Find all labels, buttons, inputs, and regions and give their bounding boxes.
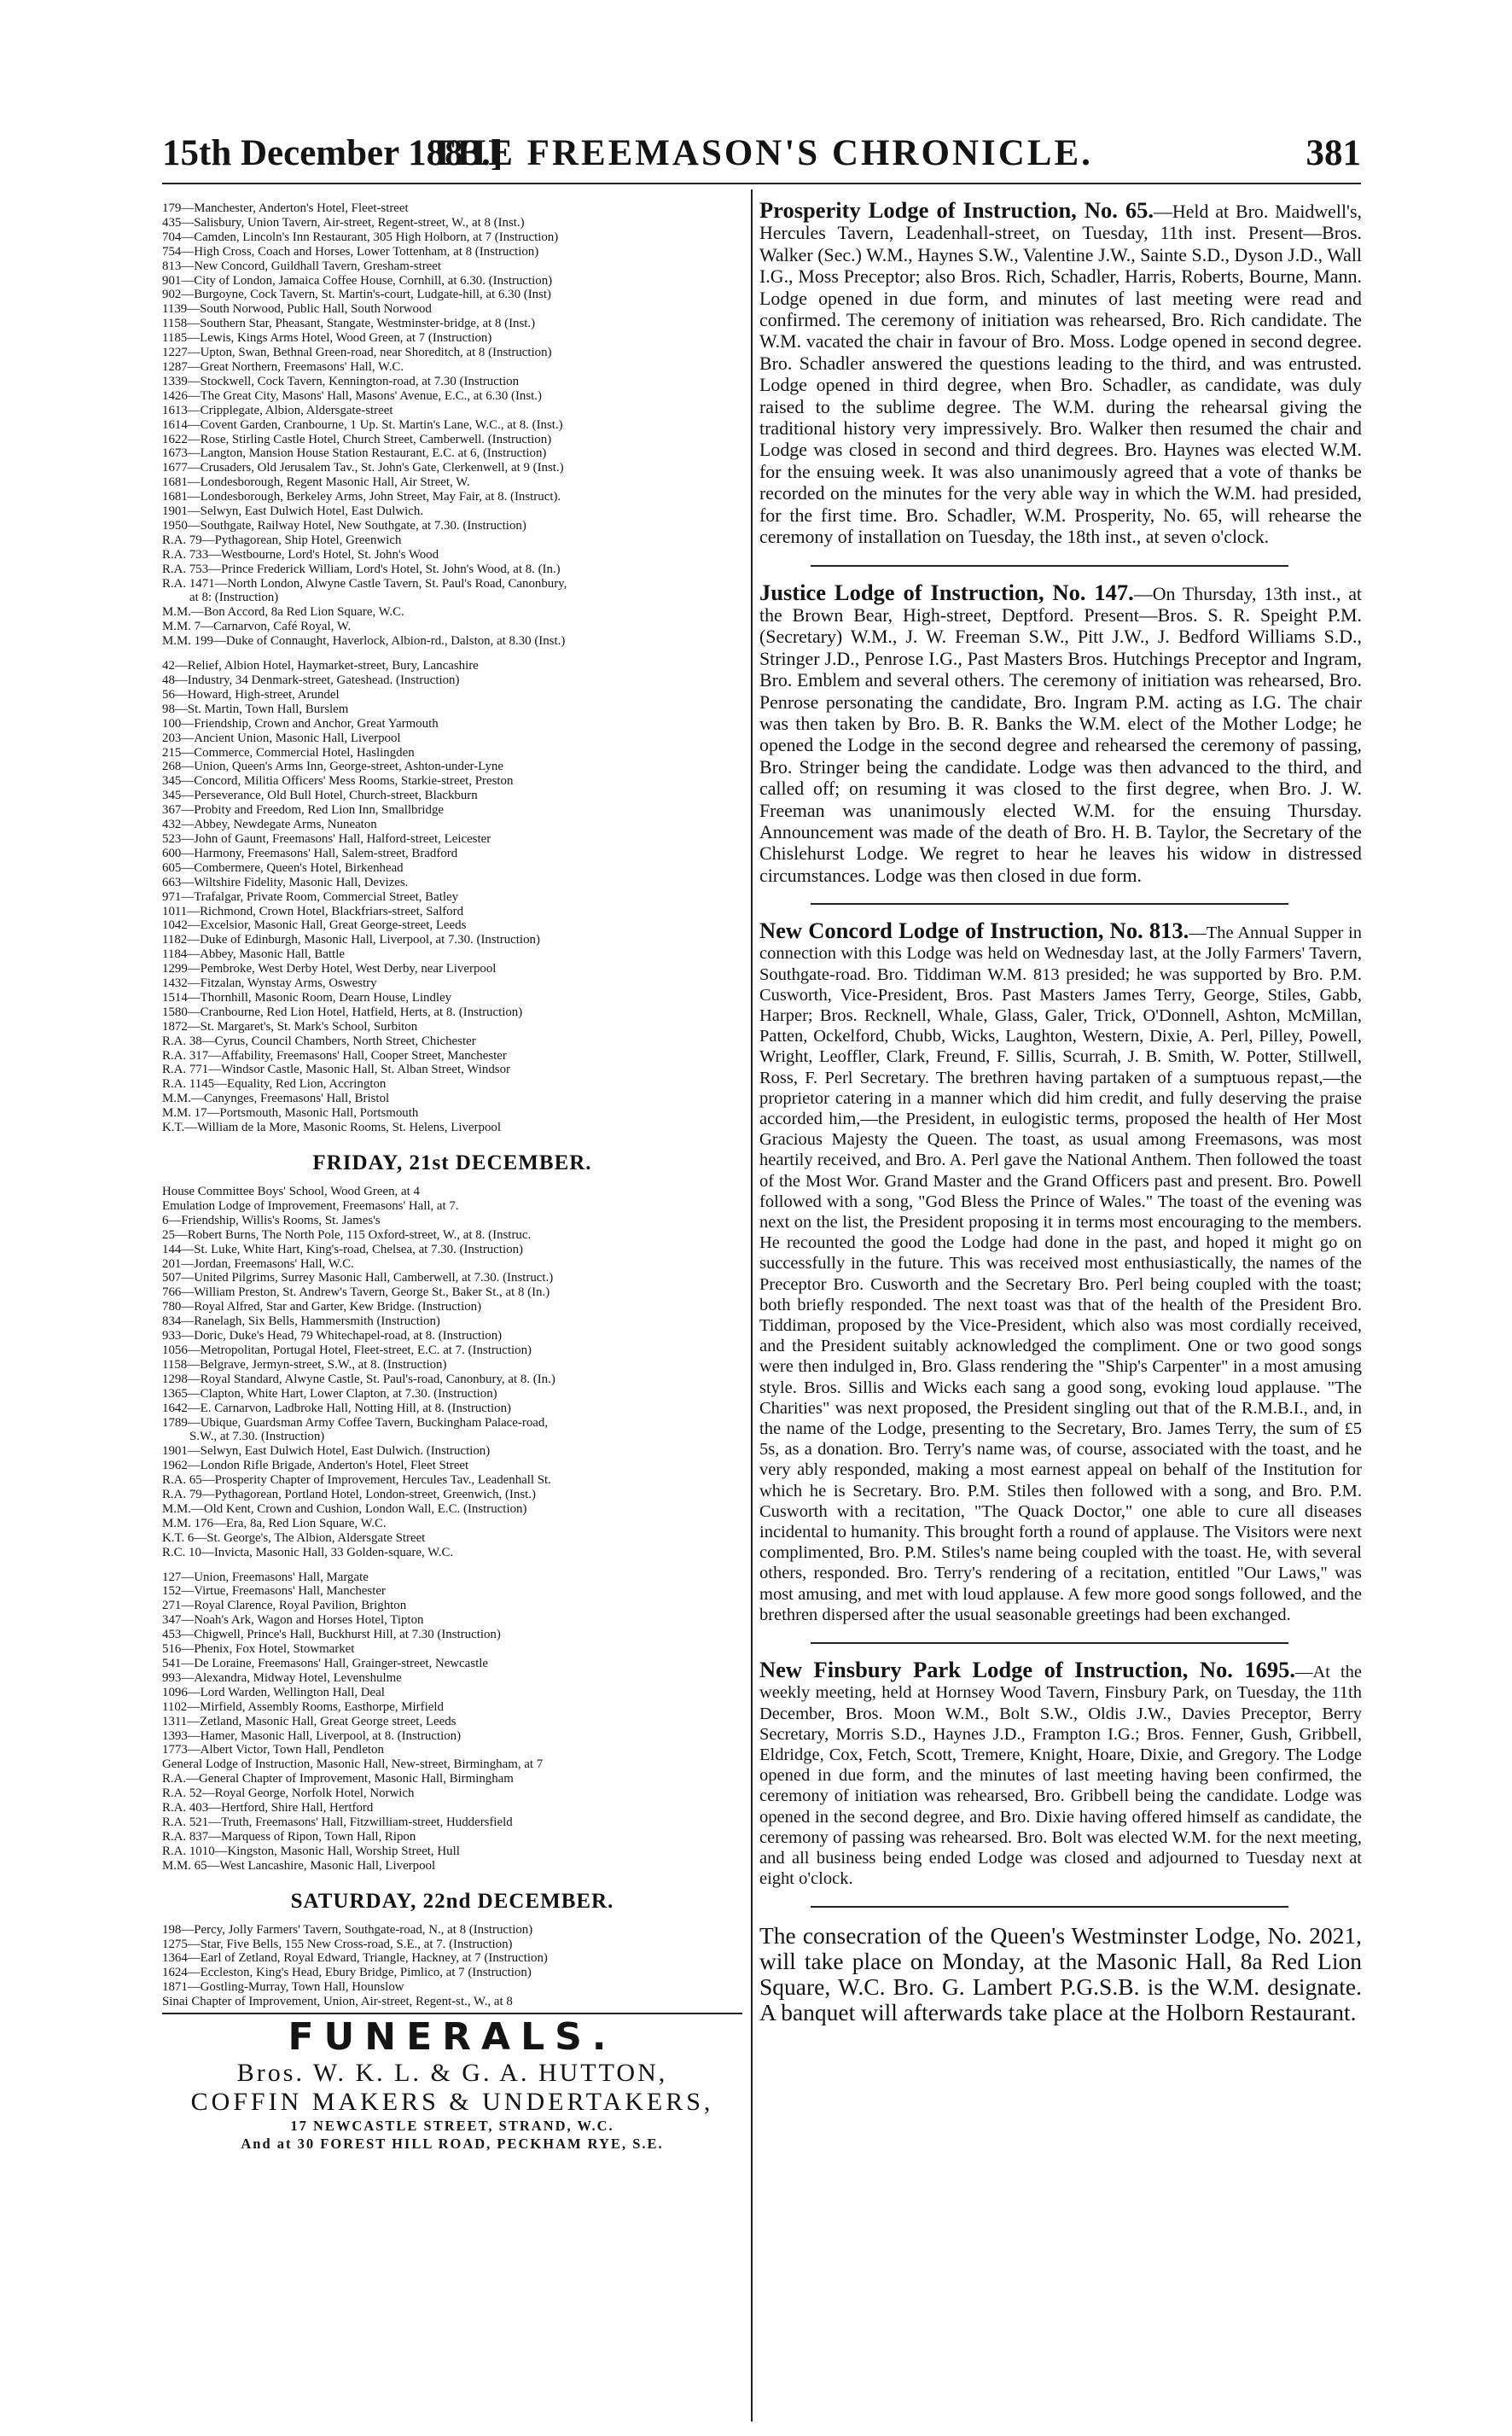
lodge-entry: R.A. 79—Pythagorean, Ship Hotel, Greenwich: [162, 533, 402, 547]
lodge-entry: R.A. 771—Windsor Castle, Masonic Hall, St. Alban Street, Windsor: [162, 1063, 510, 1077]
header-page-number: 381: [1306, 133, 1361, 173]
lodge-entry: 1158—Southern Star, Pheasant, Stangate, Westminster-bridge, at 8 (Inst.): [162, 317, 536, 331]
lodge-entry: M.M.—Canynges, Freemasons' Hall, Bristol: [162, 1092, 390, 1106]
lodge-entry: 1426—The Great City, Masons' Hall, Masons' Avenue, E.C., at 6.30 (Inst.): [162, 388, 542, 403]
lodge-entry: 1642—E. Carnarvon, Ladbroke Hall, Notting Hill, at 8. (Instruction): [162, 1401, 511, 1415]
lodge-entry: 780—Royal Alfred, Star and Garter, Kew Bridge. (Instruction): [162, 1300, 482, 1314]
lodge-entry: 1677—Crusaders, Old Jerusalem Tav., St. John's Gate, Clerkenwell, at 9 (Inst.): [162, 461, 564, 475]
lodge-entry: R.A. 1471—North London, Alwyne Castle Tavern, St. Paul's Road, Canonbury,: [162, 576, 567, 591]
lodge-entry: 42—Relief, Albion Hotel, Haymarket-street, Bury, Lancashire: [162, 659, 479, 673]
lodge-entry: M.M. 199—Duke of Connaught, Haverlock, Albion-rd., Dalston, at 8.30 (Inst.): [162, 634, 566, 649]
westminster-notice: [759, 1923, 1362, 2025]
page-header: [162, 130, 1361, 178]
lodge-entry: R.C. 10—Invicta, Masonic Hall, 33 Golden-square, W.C.: [162, 1545, 454, 1559]
lodge-entry: 663—Wiltshire Fidelity, Masonic Hall, Devizes.: [162, 875, 409, 889]
lodge-entry: R.A.—General Chapter of Improvement, Masonic Hall, Birmingham: [162, 1772, 514, 1786]
lodge-entry: 1056—Metropolitan, Portugal Hotel, Fleet-street, E.C. at 7. (Instruction): [162, 1343, 532, 1357]
lodge-entry: 1185—Lewis, Kings Arms Hotel, Wood Green, at 7 (Instruction): [162, 331, 492, 346]
lodge-entry: 453—Chigwell, Prince's Hall, Buckhurst Hill, at 7.30 (Instruction): [162, 1628, 501, 1642]
lodge-entry: 179—Manchester, Anderton's Hotel, Fleet-street: [162, 201, 409, 215]
friday-lodge-list: [162, 1185, 742, 1874]
lodge-entry: R.A. 733—Westbourne, Lord's Hotel, St. John's Wood: [162, 547, 439, 562]
lodge-entry: 203—Ancient Union, Masonic Hall, Liverpool: [162, 731, 401, 745]
lodge-entry: R.A. 403—Hertford, Shire Hall, Hertford: [162, 1801, 374, 1815]
lodge-entry: 1432—Fitzalan, Wynstay Arms, Oswestry: [162, 976, 377, 991]
article-justice: [759, 579, 1362, 887]
lodge-entry: 152—Virtue, Freemasons' Hall, Manchester: [162, 1584, 386, 1599]
lodge-entry: 971—Trafalgar, Private Room, Commercial Street, Batley: [162, 889, 459, 904]
friday-heading: FRIDAY, 21st DECEMBER.: [312, 1151, 592, 1174]
lodge-entry: 432—Abbey, Newdegate Arms, Nuneaton: [162, 818, 377, 832]
funerals-address-2: And at 30 FOREST HILL ROAD, PECKHAM RYE, S.E.: [241, 2136, 664, 2153]
article-new-concord-body: —The Annual Supper in connection with this Lodge was held on Wednesday last, at the Jolly Farmers' Tavern, Southgate-road. Bro. Tiddiman W.M. 813 presided; he was supported by Bro. P.M. Cusworth, Vice-President, Bros. Past Masters James Terry, George, Stiles, Gabb, Harper; Bros. Recknell, Whale, Glass, Galer, Trick, O'Donnell, Ashton, McMillan, Patten, Ockelford, Chubb, Wicks, Laughton, Western, Dixie, A. Perl, Pilley, Powell, Wright, Leoffler, Clark, Freund, F. Sillis, Scurrah, J. B. Smith, W. Potter, Stillwell, Ross, F. Perl Secretary. The brethren having partaken of a sumptuous repast,—the proprietor catering in a manner which did him credit, and fully deserving the praise accorded him,—the President, in eulogistic terms, proposed the health of Her Most Gracious Majesty the Queen. The toast, as usual among Freemasons, was most heartily received, and Bro. A. Perl gave the National Anthem. Then followed the toast of the Most Wor. Grand Master and the Grand Officers past and present. Bro. Powell followed with a song, "God Bless the Prince of Wales." The toast of the evening was next on the list, the President proposing it in terms most encouraging to the members. He recounted the good the Lodge had done in the past, and hoped it might go on successfully in the future. This was received most enthusiastically, the names of the Preceptor Bro. Cusworth and the Secretary Bro. Perl being coupled with the toast; both briefly responded. The next toast was that of the health of the President Bro. Tiddiman, proposed by the Vice-President, which also was most cordially received, and the President suitably acknowledged the compliment. One or two good songs were then indulged in, Bro. Glass rendering the "Ship's Carpenter" in a most amusing style. Bros. Sillis and Wicks each sang a good song, evoking loud applause. "The Charities" was next proposed, the President singling out that of the R.M.B.I., and, in the name of the Lodge, presenting to the Secretary, Bro. James Terry, the sum of £5 5s, as a donation. Bro. Terry's name was, of course, associated with the toast, and he very ably responded, making a most earnest appeal on behalf of the Institution for which he is Secretary. Bro. P.M. Stiles then followed with a song, and Bro. P.M. Cusworth with a recitation, "The Quack Doctor," one able to cure all diseases incidental to humanity. This brought forth a round of applause. The Visitors were next complimented, Bro. P.M. Stiles's name being coupled with the toast. He, with several others, responded. Bro. Terry's rendering of a recitation, entitled "Our Laws," was most amusing, and met with loud applause. A few more good songs followed, and the brethren dispersed after the usual seasonable greetings had been exchanged.: [759, 924, 1362, 1624]
article-justice-body: —On Thursday, 13th inst., at the Brown Bear, High-street, Deptford. Present—Bros. S. R. Speight P.M. (Secretary) W.M., J. W. Freeman S.W., Pitt J.W., J. Bedford Williams S.D., Stringer J.D., Penrose I.G., Past Masters Bros. Hutchings Preceptor and Ingram, Bro. Emblem and several others. The ceremony of initiation was rehearsed, Bro. Penrose personating the candidate, Bro. Ingram P.M. acting as I.G. The chair was then taken by Bro. B. R. Banks the W.M. elect of the Mother Lodge; he opened the Lodge in the second degree and rehearsed the ceremony of passing, Bro. Stringer being the candidate. Lodge was then advanced to the third, and called off; on resuming it was closed to the first degree, when Bro. J. W. Freeman was unanimously elected W.M. for the ensuing Thursday. Announcement was made of the death of Bro. H. B. Taylor, the Secretary of the Chislehurst Lodge. We regret to hear he leaves his widow in distressed circumstances. Lodge was then closed in due form.: [759, 582, 1362, 886]
header-title: THE FREEMASON'S CHRONICLE.: [430, 133, 1093, 173]
lodge-entry: S.W., at 7.30. (Instruction): [189, 1430, 325, 1444]
lodge-entry: 1580—Cranbourne, Red Lion Hotel, Hatfield, Herts, at 8. (Instruction): [162, 1005, 523, 1019]
lodge-entry: 144—St. Luke, White Hart, King's-road, Chelsea, at 7.30. (Instruction): [162, 1242, 523, 1256]
article-new-finsbury-body: —At the weekly meeting, held at Hornsey Wood Tavern, Finsbury Park, on Tuesday, the 11th December, Bros. Moon W.M., Bolt S.W., Oldis J.W., Davies Preceptor, Berry Secretary, Morris S.D., Haynes J.D., Frampton I.G.; Bros. Fenner, Gush, Gribbell, Eldridge, Cox, Fetch, Scott, Tremere, Knight, Hoare, Dixie, and Gregory. The Lodge opened in due form, and the minutes of last meeting having been confirmed, the ceremony of initiation was rehearsed, Bro. Gribbell being the candidate. Lodge was opened in the second degree, and Bro. Dixie having offered himself as candidate, the ceremony of passing was rehearsed. Bro. Bolt was elected W.M. for the next meeting, and all business being ended Lodge was closed and adjourned to Tuesday next at eight o'clock.: [759, 1663, 1362, 1889]
lodge-entry: 56—Howard, High-street, Arundel: [162, 687, 340, 702]
lodge-entry: 345—Perseverance, Old Bull Hotel, Church-street, Blackburn: [162, 789, 478, 803]
lodge-entry: 1364—Earl of Zetland, Royal Edward, Triangle, Hackney, at 7 (Instruction): [162, 1951, 548, 1966]
lodge-entry: K.T.—William de la More, Masonic Rooms, St. Helens, Liverpool: [162, 1121, 501, 1135]
lodge-entry: 1681—Londesborough, Regent Masonic Hall, Air Street, W.: [162, 475, 470, 490]
lodge-entry: 1624—Eccleston, King's Head, Ebury Bridge, Pimlico, at 7 (Instruction): [162, 1966, 532, 1980]
lodge-entry: 25—Robert Burns, The North Pole, 115 Oxford-street, W., at 8. (Instruc.: [162, 1227, 532, 1242]
lodge-entry: 1287—Great Northern, Freemasons' Hall, W.C.: [162, 359, 404, 374]
lodge-entry: 1299—Pembroke, West Derby Hotel, West Derby, near Liverpool: [162, 962, 497, 976]
lodge-entry: 1227—Upton, Swan, Bethnal Green-road, near Shoreditch, at 8 (Instruction): [162, 346, 552, 360]
lodge-entry: M.M.—Old Kent, Crown and Cushion, London Wall, E.C. (Instruction): [162, 1501, 527, 1516]
lodge-entry: 1673—Langton, Mansion House Station Restaurant, E.C. at 6, (Instruction): [162, 446, 547, 461]
lodge-entry: M.M. 65—West Lancashire, Masonic Hall, Liverpool: [162, 1858, 436, 1873]
saturday-heading: SATURDAY, 22nd DECEMBER.: [290, 1889, 614, 1913]
lodge-entry: R.A. 1145—Equality, Red Lion, Accrington: [162, 1077, 387, 1092]
lodge-entry: 1614—Covent Garden, Cranbourne, 1 Up. St. Martin's Lane, W.C., at 8. (Inst.): [162, 417, 563, 432]
lodge-entry: 766—William Preston, St. Andrew's Tavern, George St., Baker St., at 8 (In.): [162, 1285, 550, 1300]
lodge-entry: 1311—Zetland, Masonic Hall, Great George street, Leeds: [162, 1714, 457, 1728]
lodge-entry: 1622—Rose, Stirling Castle Hotel, Church Street, Camberwell. (Instruction): [162, 432, 552, 446]
lodge-entry: 6—Friendship, Willis's Rooms, St. James's: [162, 1213, 381, 1227]
lodge-entry: 704—Camden, Lincoln's Inn Restaurant, 305 High Holborn, at 7 (Instruction): [162, 230, 559, 244]
lodge-entry: 1011—Richmond, Crown Hotel, Blackfriars-street, Salford: [162, 904, 464, 918]
lodge-entry: R.A. 753—Prince Frederick William, Lord's Hotel, St. John's Wood, at 8. (In.): [162, 562, 561, 576]
article-new-finsbury-title: New Finsbury Park Lodge of Instruction, No. 1695.: [759, 1657, 1295, 1683]
article-separator: [811, 1906, 1288, 1908]
lodge-entry: 507—United Pilgrims, Surrey Masonic Hall, Camberwell, at 7.30. (Instruct.): [162, 1271, 554, 1285]
thursday-lodge-list: [162, 201, 742, 1135]
lodge-entry: 605—Combermere, Queen's Hotel, Birkenhead: [162, 860, 404, 875]
lodge-entry: 1613—Cripplegate, Albion, Aldersgate-street: [162, 403, 393, 417]
article-prosperity-title: Prosperity Lodge of Instruction, No. 65.: [759, 197, 1154, 223]
lodge-entry: 1789—Ubique, Guardsman Army Coffee Tavern, Buckingham Palace-road,: [162, 1415, 549, 1430]
lodge-entry: 834—Ranelagh, Six Bells, Hammersmith (Instruction): [162, 1314, 440, 1329]
lodge-entry: 1872—St. Margaret's, St. Mark's School, Surbiton: [162, 1019, 418, 1034]
lodge-entry: 993—Alexandra, Midway Hotel, Levenshulme: [162, 1670, 402, 1685]
lodge-entry: at 8: (Instruction): [189, 591, 279, 605]
lodge-entry: 367—Probity and Freedom, Red Lion Inn, Smallbridge: [162, 803, 445, 818]
lodge-entry: R.A. 79—Pythagorean, Portland Hotel, London-street, Greenwich, (Inst.): [162, 1488, 536, 1502]
lodge-entry: 1184—Abbey, Masonic Hall, Battle: [162, 947, 345, 962]
lodge-entry: 600—Harmony, Freemasons' Hall, Salem-street, Bradford: [162, 846, 458, 860]
lodge-entry: 1681—Londesborough, Berkeley Arms, John Street, May Fair, at 8. (Instruct).: [162, 490, 561, 504]
lodge-entry: Emulation Lodge of Improvement, Freemasons' Hall, at 7.: [162, 1198, 459, 1213]
article-new-concord: [759, 920, 1362, 1625]
lodge-entry: 902—Burgoyne, Cock Tavern, St. Martin's-court, Ludgate-hill, at 6.30 (Inst): [162, 288, 552, 302]
lodge-entry: R.A. 1010—Kingston, Masonic Hall, Worship Street, Hull: [162, 1844, 460, 1858]
lodge-entry: 1962—London Rifle Brigade, Anderton's Hotel, Fleet Street: [162, 1459, 469, 1473]
lodge-entry: 1042—Excelsior, Masonic Hall, Great George-street, Leeds: [162, 918, 467, 933]
lodge-entry: R.A. 38—Cyrus, Council Chambers, North Street, Chichester: [162, 1034, 476, 1048]
lodge-entry: 1298—Royal Standard, Alwyne Castle, St. Paul's-road, Canonbury, at 8. (In.): [162, 1372, 555, 1386]
left-column: [162, 201, 742, 2153]
lodge-entry: M.M. 7—Carnarvon, Café Royal, W.: [162, 620, 352, 634]
lodge-entry: 516—Phenix, Fox Hotel, Stowmarket: [162, 1642, 355, 1657]
lodge-entry: 215—Commerce, Commercial Hotel, Haslingden: [162, 745, 415, 760]
lodge-entry: 1275—Star, Five Bells, 155 New Cross-road, S.E., at 7. (Instruction): [162, 1937, 513, 1951]
lodge-entry: M.M. 17—Portsmouth, Masonic Hall, Portsmouth: [162, 1106, 419, 1121]
lodge-entry: 271—Royal Clarence, Royal Pavilion, Brighton: [162, 1599, 407, 1613]
lodge-entry: 1102—Mirfield, Assembly Rooms, Easthorpe, Mirfield: [162, 1699, 444, 1714]
article-new-concord-title: New Concord Lodge of Instruction, No. 813.: [759, 918, 1189, 944]
lodge-entry: General Lodge of Instruction, Masonic Hall, New-street, Birmingham, at 7: [162, 1757, 544, 1772]
lodge-entry: 268—Union, Queen's Arms Inn, George-street, Ashton-under-Lyne: [162, 760, 503, 774]
lodge-entry: R.A. 837—Marquess of Ripon, Town Hall, Ripon: [162, 1829, 416, 1844]
lodge-entry: 1773—Albert Victor, Town Hall, Pendleton: [162, 1743, 384, 1757]
article-separator: [811, 1642, 1288, 1644]
lodge-entry: 541—De Loraine, Freemasons' Hall, Grainger-street, Newcastle: [162, 1657, 488, 1670]
lodge-entry: 1339—Stockwell, Cock Tavern, Kennington-road, at 7.30 (Instruction: [162, 374, 520, 388]
lodge-entry: M.M. 176—Era, 8a, Red Lion Square, W.C.: [162, 1516, 387, 1530]
article-justice-title: Justice Lodge of Instruction, No. 147.: [759, 579, 1134, 605]
lodge-entry: 1950—Southgate, Railway Hotel, New Southgate, at 7.30. (Instruction): [162, 518, 526, 533]
lodge-entry: 754—High Cross, Coach and Horses, Lower Tottenham, at 8 (Instruction): [162, 244, 539, 259]
funerals-trade: COFFIN MAKERS & UNDERTAKERS,: [190, 2088, 714, 2117]
lodge-entry: R.A. 317—Affability, Freemasons' Hall, Cooper Street, Manchester: [162, 1048, 507, 1063]
lodge-entry: 48—Industry, 34 Denmark-street, Gateshead. (Instruction): [162, 673, 460, 687]
lodge-entry: 1158—Belgrave, Jermyn-street, S.W., at 8. (Instruction): [162, 1357, 447, 1372]
lodge-entry: 98—St. Martin, Town Hall, Burslem: [162, 702, 349, 716]
lodge-entry: 1514—Thornhill, Masonic Room, Dearn House, Lindley: [162, 990, 452, 1005]
lodge-entry: 1096—Lord Warden, Wellington Hall, Deal: [162, 1685, 385, 1699]
article-prosperity: [759, 197, 1362, 548]
lodge-entry: 100—Friendship, Crown and Anchor, Great Yarmouth: [162, 716, 439, 731]
lodge-entry: R.A. 521—Truth, Freemasons' Hall, Fitzwilliam-street, Huddersfield: [162, 1815, 513, 1829]
funerals-address-1: 17 NEWCASTLE STREET, STRAND, W.C.: [290, 2118, 614, 2135]
article-new-finsbury: [759, 1659, 1362, 1889]
article-prosperity-body: —Held at Bro. Maidwell's, Hercules Tavern, Leadenhall-street, on Tuesday, 11th inst. Present—Bros. Walker (Sec.) W.M., Haynes S.W., Valentine J.W., Sainte S.D., Dyson J.D., Wall I.G., Moss Preceptor; also Bros. Rich, Schadler, Harris, Roberts, Bourne, Mann. Lodge opened in due form, and minutes of last meeting were read and confirmed. The ceremony of initiation was rehearsed, Bro. Rich candidate. The W.M. vacated the chair in favour of Bro. Moss. Lodge opened in second degree. Bro. Schadler answered the questions leading to the third, and was entrusted. Lodge opened in third degree, when Bro. Schadler, as candidate, was duly raised to the sublime degree. The W.M. during the rehearsal giving the traditional history very impressively. Bro. Walker then resumed the chair and Lodge was closed in second and third degrees. Bro. Haynes was elected W.M. for the ensuing week. It was also unanimously agreed that a vote of thanks be recorded on the minutes for the very able way in which the W.M. had presided, for the first time. Bro. Schadler, W.M. Prosperity, No. 65, will rehearse the ceremony of installation on Tuesday, the 18th inst., at seven o'clock.: [759, 201, 1362, 548]
lodge-entry: 347—Noah's Ark, Wagon and Horses Hotel, Tipton: [162, 1613, 424, 1628]
lodge-entry: 1139—South Norwood, Public Hall, South Norwood: [162, 302, 432, 317]
lodge-entry: House Committee Boys' School, Wood Green, at 4: [162, 1185, 420, 1198]
lodge-entry: 1901—Selwyn, East Dulwich Hotel, East Dulwich. (Instruction): [162, 1444, 491, 1459]
right-column: [759, 197, 1362, 2026]
lodge-entry: R.A. 65—Prosperity Chapter of Improvement, Hercules Tav., Leadenhall St.: [162, 1473, 551, 1488]
funerals-title: FUNERALS.: [288, 2015, 617, 2060]
article-separator: [811, 903, 1288, 905]
lodge-entry: 523—John of Gaunt, Freemasons' Hall, Halford-street, Leicester: [162, 831, 491, 846]
lodge-entry: 198—Percy, Jolly Farmers' Tavern, Southgate-road, N., at 8 (Instruction): [162, 1922, 533, 1937]
funerals-advert: [162, 2013, 742, 2153]
lodge-entry: K.T. 6—St. George's, The Albion, Aldersgate Street: [162, 1530, 426, 1545]
lodge-entry: 345—Concord, Militia Officers' Mess Rooms, Starkie-street, Preston: [162, 774, 514, 789]
lodge-entry: 1901—Selwyn, East Dulwich Hotel, East Dulwich.: [162, 504, 424, 519]
lodge-entry: 1393—Hamer, Masonic Hall, Liverpool, at 8. (Instruction): [162, 1728, 462, 1743]
lodge-entry: R.A. 52—Royal George, Norfolk Hotel, Norwich: [162, 1786, 415, 1801]
list-gap: [162, 649, 742, 659]
lodge-entry: 1871—Gostling-Murray, Town Hall, Hounslow: [162, 1980, 404, 1995]
list-gap: [162, 1560, 742, 1571]
lodge-entry: M.M.—Bon Accord, 8a Red Lion Square, W.C.: [162, 605, 404, 620]
lodge-entry: 901—City of London, Jamaica Coffee House, Cornhill, at 6.30. (Instruction): [162, 273, 553, 288]
lodge-entry: Sinai Chapter of Improvement, Union, Air-street, Regent-st., W., at 8: [162, 1995, 513, 2009]
lodge-entry: 127—Union, Freemasons' Hall, Margate: [162, 1570, 369, 1584]
lodge-entry: 201—Jordan, Freemasons' Hall, W.C.: [162, 1256, 354, 1271]
header-rule: [162, 183, 1361, 184]
lodge-entry: 1182—Duke of Edinburgh, Masonic Hall, Liverpool, at 7.30. (Instruction): [162, 933, 540, 947]
saturday-lodge-list: [162, 1923, 742, 2009]
article-separator: [811, 565, 1288, 567]
header-date: 15th December 1883.]: [162, 133, 503, 173]
lodge-entry: 933—Doric, Duke's Head, 79 Whitechapel-road, at 8. (Instruction): [162, 1329, 503, 1343]
lodge-entry: 1365—Clapton, White Hart, Lower Clapton, at 7.30. (Instruction): [162, 1386, 497, 1401]
column-divider: [751, 189, 753, 2421]
westminster-notice-text: The consecration of the Queen's Westminster Lodge, No. 2021, will take place on Monday, at the Masonic Hall, 8a Red Lion Square, W.C. Bro. G. Lambert P.G.S.B. is the W.M. designate. A banquet will afterwards take place at the Holborn Restaurant.: [759, 1922, 1362, 2026]
funerals-names: Bros. W. K. L. & G. A. HUTTON,: [236, 2059, 668, 2088]
lodge-entry: 813—New Concord, Guildhall Tavern, Gresham-street: [162, 259, 442, 273]
lodge-entry: 435—Salisbury, Union Tavern, Air-street, Regent-street, W., at 8 (Inst.): [162, 215, 525, 230]
